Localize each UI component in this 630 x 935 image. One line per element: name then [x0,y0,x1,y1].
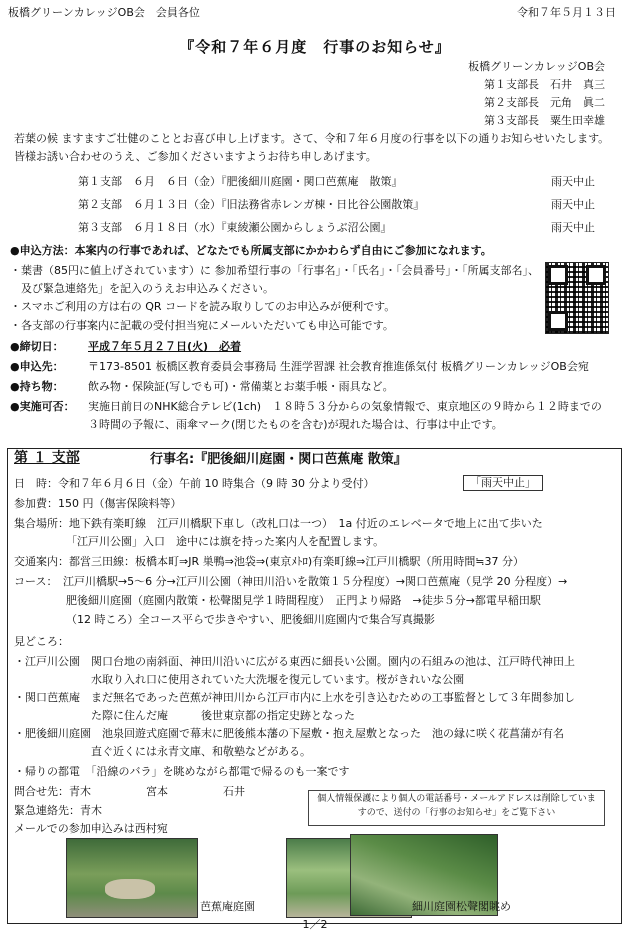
qr-finder-icon [548,265,568,285]
sights-title: 見どころ： [14,635,69,648]
contact-line: 問合せ先：青木 宮本 石井 [14,785,245,798]
course-line-3: （12 時ころ）全コース平らで歩きやすい、肥後細川庭園内で集合写真撮影 [66,613,435,626]
apply-line-2: 及び緊急連絡先」を記入のうえお申込みください。 [10,282,274,295]
go-label: ●実施可否： [10,400,75,413]
event-fee: 参加費：150 円（傷害保険料等） [14,497,182,510]
schedule-note-1: 雨天中止 [551,175,595,188]
go-line-1: 実施日前日のNHK総合テレビ(1ch) １８時５３分からの気象情報で、東京地区の９時から１２時までの [88,400,602,413]
greeting-text: 若葉の候 ますますご壮健のこととお喜び申し上げます。さて、令和７年６月度の行事を以下の通りお知らせいたします。皆様お誘い合わせのうえ、ご参加くださいますようお待ち申しあげます。 [14,132,610,163]
address-value: 〒173-8501 板橋区教育委員会事務局 生涯学習課 社会教育推進係気付 板橋グリーンカレッジOB会宛 [88,360,589,373]
meet-place-2: 「江戸川公園」入口 途中には旗を持った案内人を配置します。 [66,535,385,548]
page-number: 1／2 [302,918,328,931]
event-name: 行事名:『肥後細川庭園・関口芭蕉庵 散策』 [150,452,407,467]
items-label: ●持ち物： [10,380,64,393]
photo1-caption: 芭蕉庵庭園 [200,900,255,913]
qr-code[interactable] [545,262,609,334]
schedule-item-2: 第２支部 ６月１３日（金）『旧法務省赤レンガ棟・日比谷公園散策』 [78,198,425,211]
address-label: ●申込先： [10,360,64,373]
deadline-value: 平成７年５月２７日(火) 必着 [88,340,242,353]
path-shape [105,879,155,899]
sight-line: た際に住んだ庵 後世東京都の指定史跡となった [14,709,355,722]
apply-line-1: ・葉書（85円に値上げされています）に 参加希望行事の「行事名」・「氏名」・「会員番号」・「所属支部名」、 [10,264,539,277]
event-date: 日 時：令和７年６月６日（金）午前 10 時集合（9 時 30 分より受付） [14,477,375,490]
page-title: 『令和７年６月度 行事のお知らせ』 [179,38,451,56]
org-branch1-leader: 第１支部長 石井 真三 [484,78,605,91]
rain-cancel-badge: 「雨天中止」 [463,475,543,491]
org-branch2-leader: 第２支部長 元角 眞二 [484,96,605,109]
schedule-note-3: 雨天中止 [551,221,595,234]
sight-line: ・帰りの都電 「沿線のバラ」を眺めながら都電で帰るのも一案です [14,765,350,778]
org-name: 板橋グリーンカレッジOB会 [468,60,605,73]
schedule-item-1: 第１支部 ６月 ６日（金）『肥後細川庭園・関口芭蕉庵 散策』 [78,175,403,188]
deadline-label: ●締切日： [10,340,64,353]
schedule-note-2: 雨天中止 [551,198,595,211]
sight-line: ・関口芭蕉庵 まだ無名であった芭蕉が神田川から江戸市内に上水を引き込むための工事監督として３年間参加し [14,691,575,704]
emergency-contact: 緊急連絡先：青木 [14,804,102,817]
basho-garden-photo [66,838,198,918]
apply-heading: ●申込方法：本案内の行事であれば、どなたでも所属支部にかかわらず自由にご参加になれます。 [10,244,492,257]
header-recipient: 板橋グリーンカレッジOB会 会員各位 [8,6,200,19]
sight-line: 水取り入れ口に使用されていた大洗堰を復元しています。桜がきれいな公園 [14,673,465,686]
course-line-1: コース： 江戸川橋駅→5〜6 分→江戸川公園（神田川沿いを散策１５分程度）→関口芭蕉庵（見学 20 分程度）→ [14,575,568,588]
apply-line-3: ・スマホご利用の方は右の QR コードを読み取りしてのお申込みが便利です。 [10,300,396,313]
transit-info: 交通案内：都営三田線：板橋本町⇒JR 巣鴨⇒池袋⇒(東京ﾒﾄﾛ)有楽町線⇒江戸川橋駅（所用時間≒37 分） [14,555,525,568]
branch-title: 第 １ 支部 [14,450,80,466]
sight-line: ・江戸川公園 関口台地の南斜面、神田川沿いに広がる東西に細長い公園。園内の石組みの池は、江戸時代神田上 [14,655,575,668]
sight-line: ・肥後細川庭園 池泉回遊式庭園で幕末に肥後熊本藩の下屋敷・抱え屋敷となった 池の縁に咲く花菖蒲が有名 [14,727,564,740]
apply-line-4: ・各支部の行事案内に記載の受付担当宛にメールいただいても申込可能です。 [10,319,394,332]
mail-apply: メールでの参加申込みは西村宛 [14,822,168,835]
go-line-2: ３時間の予報に、雨傘マーク(閉じたものを含む)が現れた場合は、行事は中止です。 [88,418,503,431]
course-line-2: 肥後細川庭園（庭園内散策・松聲閣見学１時間程度） 正門より帰路 →徒歩５分→都電早稲田駅 [66,594,541,607]
qr-finder-icon [548,311,568,331]
org-block [455,58,605,130]
org-branch3-leader: 第３支部長 粟生田幸雄 [484,114,605,127]
items-value: 飲み物・保険証(写しでも可)・常備薬とお薬手帳・雨具など。 [88,380,394,393]
meet-place-1: 集合場所：地下鉄有楽町線 江戸川橋駅下車し（改札口は一つ） 1a 付近のエレベータで地上に出て歩いた [14,517,543,530]
qr-finder-icon [586,265,606,285]
photo2-caption: 細川庭園松聲閣眺め [412,900,511,913]
schedule-item-3: 第３支部 ６月１８日（水）『東綾瀬公園からしょうぶ沼公園』 [78,221,392,234]
privacy-notice: 個人情報保護により個人の電話番号・メールアドレスは削除していますので、送付の「行事のお知らせ」をご覧下さい [308,790,605,826]
header-date: 令和７年５月１３日 [517,6,616,19]
sight-line: 直ぐ近くには永青文庫、和敬塾などがある。 [14,745,311,758]
